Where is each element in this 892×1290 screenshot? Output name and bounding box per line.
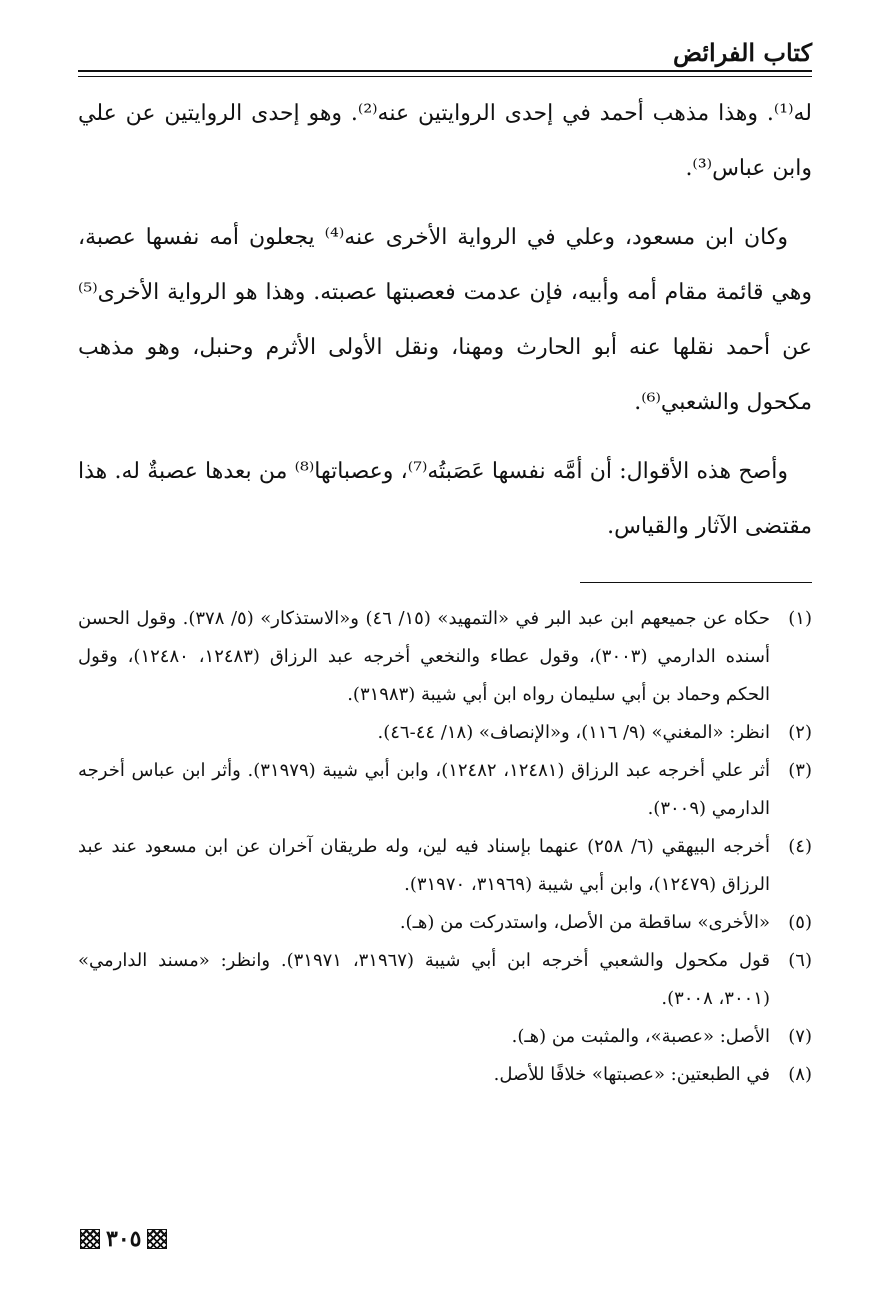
footnote-number: (٢) [788, 722, 812, 743]
footnote-number: (٥) [788, 912, 812, 933]
footnote-text: أثر علي أخرجه عبد الرزاق (١٢٤٨١، ١٢٤٨٢)، وابن أبي شيبة (٣١٩٧٩). وأثر ابن عباس أخرجه الدارمي (٣٠٠٩). [78, 760, 771, 819]
ornament-icon [147, 1229, 167, 1249]
footnote-text: أخرجه البيهقي (٦/ ٢٥٨) عنهما بإسناد فيه لين، وله طريقان آخران عن ابن مسعود عند عبد الرزاق (١٢٤٧٩)، وابن أبي شيبة (٣١٩٦٩، ٣١٩٧٠). [78, 836, 770, 895]
footnote-text: انظر: «المغني» (٩/ ١١٦)، و«الإنصاف» (١٨/ ٤٤-٤٦). [377, 722, 770, 743]
paragraph: وكان ابن مسعود، وعلي في الرواية الأخرى عنه⁽⁴⁾ يجعلون أمه نفسها عصبة، وهي قائمة مقام أمه وأبيه، فإن عدمت فعصبتها عصبته. وهذا هو الرواية الأخرى⁽⁵⁾ عن أحمد نقلها عنه أبو الحارث ومهنا، ونقل الأولى الأثرم وحنبل، وهو مذهب مكحول والشعبي⁽⁶⁾. [78, 225, 812, 415]
footnote-number: (٦) [788, 950, 812, 971]
footnote-number: (٣) [788, 760, 812, 781]
paragraph: له⁽¹⁾. وهذا مذهب أحمد في إحدى الروايتين عنه⁽²⁾. وهو إحدى الروايتين عن علي وابن عباس⁽³⁾. [78, 101, 812, 181]
running-header: كتاب الفرائض [672, 38, 812, 67]
footnote [78, 1056, 812, 1094]
footnotes [78, 600, 812, 1094]
footnote-number: (٤) [788, 836, 812, 857]
footnote [78, 942, 812, 1018]
main-text [78, 86, 812, 568]
footnote-text: «الأخرى» ساقطة من الأصل، واستدركت من (هـ). [399, 912, 770, 933]
page-number: ٣٠٥ [106, 1226, 142, 1252]
footnote [78, 828, 812, 904]
paragraph: وأصح هذه الأقوال: أن أمَّه نفسها عَصَبتُه⁽⁷⁾، وعصباتها⁽⁸⁾ من بعدها عصبةٌ له. هذا مقتضى الآثار والقياس. [78, 459, 812, 539]
footnote-text: الأصل: «عصبة»، والمثبت من (هـ). [511, 1026, 770, 1047]
footnote-number: (١) [788, 608, 812, 629]
footnote [78, 752, 812, 828]
footnote [78, 904, 812, 942]
footnote-text: حكاه عن جميعهم ابن عبد البر في «التمهيد» (١٥/ ٤٦) و«الاستذكار» (٥/ ٣٧٨). وقول الحسن أسنده الدارمي (٣٠٠٣)، وقول عطاء والنخعي أخرجه عبد الرزاق (١٢٤٨٣، ١٢٤٨٠)، وقول الحكم وحماد بن أبي سليمان رواه ابن أبي شيبة (٣١٩٨٣). [78, 608, 771, 705]
ornament-icon [80, 1229, 100, 1249]
footnote [78, 600, 812, 714]
page-number-block [80, 1224, 167, 1254]
header-rule-thin [78, 76, 812, 77]
footnote [78, 714, 812, 752]
footnote-separator [580, 582, 812, 583]
footnote-text: في الطبعتين: «عصبتها» خلافًا للأصل. [493, 1064, 770, 1085]
footnote-number: (٨) [788, 1064, 812, 1085]
footnote [78, 1018, 812, 1056]
footnote-text: قول مكحول والشعبي أخرجه ابن أبي شيبة (٣١٩٦٧، ٣١٩٧١). وانظر: «مسند الدارمي» (٣٠٠١، ٣٠٠٨). [78, 950, 770, 1009]
footnote-number: (٧) [788, 1026, 812, 1047]
header-rule [78, 70, 812, 72]
